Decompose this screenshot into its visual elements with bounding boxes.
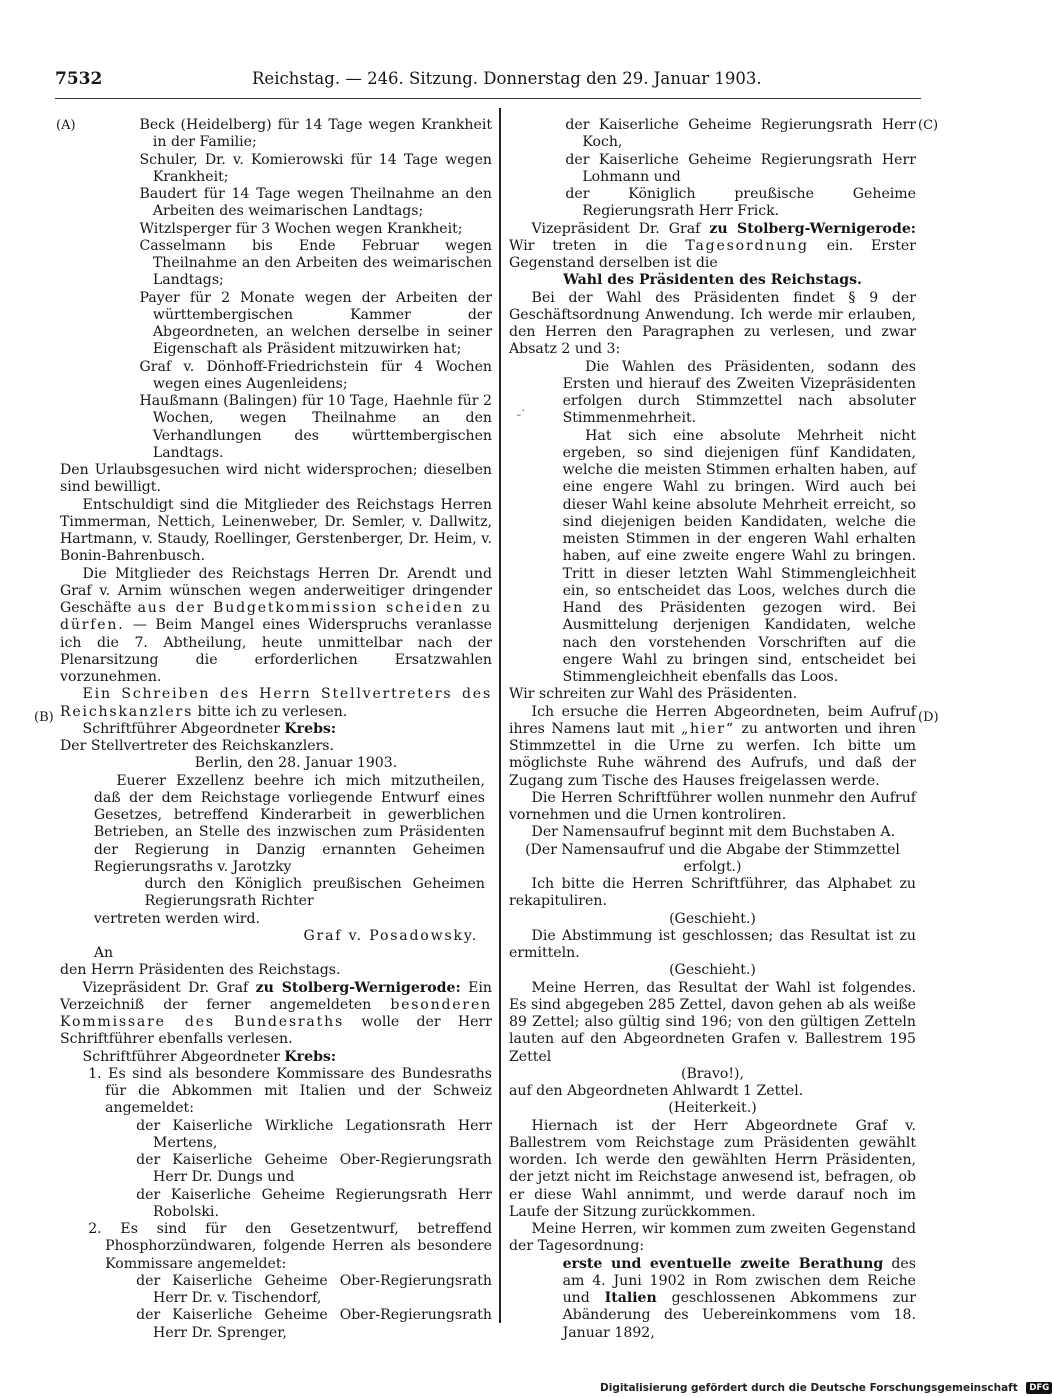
stage-direction: (Geschieht.): [669, 910, 756, 927]
paragraph: Die Herren Schriftführer wollen nunmehr den Aufruf vornehmen und die Urnen kontroliren.: [509, 789, 916, 823]
list-item: der Kaiserliche Geheime Regierungsrath Herr Robolski.: [136, 1186, 492, 1220]
speaker-line: Vizepräsident Dr. Graf zu Stolberg-Wernigerode: Wir treten in die Tagesordnung ein. Erster Gegenstand derselben ist die: [509, 220, 916, 271]
paragraph: Ein Schreiben des Herrn Stellvertreters des Reichskanzlers bitte ich zu verlesen.: [60, 686, 492, 720]
header-rule: [55, 98, 921, 99]
list-item: der Kaiserliche Wirkliche Legationsrath Herr Mertens,: [136, 1117, 492, 1151]
stage-direction: (Bravo!),: [680, 1065, 745, 1082]
leave-item: Schuler, Dr. v. Komierowski für 14 Tage wegen Krankheit;: [139, 151, 492, 185]
list-item: der Kaiserliche Geheime Ober-Regierungsrath Herr Dr. Sprenger,: [136, 1307, 492, 1341]
margin-marker-d: (D): [918, 710, 939, 725]
paragraph: auf den Abgeordneten Ahlwardt 1 Zettel.: [509, 1083, 804, 1099]
list-item: der Königlich preußische Geheime Regierungsrath Herr Frick.: [565, 186, 916, 220]
paragraph: Ich bitte die Herren Schriftführer, das Alphabet zu rekapituliren.: [509, 876, 916, 910]
paragraph: Entschuldigt sind die Mitglieder des Reichstags Herren Timmerman, Nettich, Leinenweber, Dr. Semler, v. Dallwitz, Hartmann, v. Staudy, Roellinger, Gerstenberger, Dr. Heim, v. Bonin-Bahrenbusch.: [60, 496, 492, 565]
footer-text: Digitalisierung gefördert durch die Deutsche Forschungsgemeinschaft: [600, 1382, 1018, 1394]
margin-marker-a: (A): [56, 118, 76, 133]
paragraph: Meine Herren, das Resultat der Wahl ist folgendes. Es sind abgegeben 285 Zettel, davon gehen ab als weiße 89 Zettel; also gültig sind 196; von den gültigen Zetteln lauten auf den Abgeordneten Grafen v. Ballestrem 195 Zettel: [509, 979, 916, 1065]
leave-item: Witzlsperger für 3 Wochen wegen Krankheit;: [139, 220, 463, 237]
list-item: der Kaiserliche Geheime Regierungsrath Herr Lohmann und: [565, 151, 916, 185]
margin-marker-b: (B): [34, 710, 54, 725]
agenda-heading: Wahl des Präsidenten des Reichstags.: [563, 272, 862, 289]
paragraph: Die Abstimmung ist geschlossen; das Resultat ist zu ermitteln.: [509, 927, 916, 961]
paragraph: Ich ersuche die Herren Abgeordneten, beim Aufruf ihres Namens laut mit „hier“ zu antworten und ihren Stimmzettel in die Urne zu werfen. Ich bitte um möglichste Ruhe während des Aufrufs, und daß der Zugang zum Tische des Hauses freigelassen werde.: [509, 703, 916, 789]
speaker-line: Vizepräsident Dr. Graf zu Stolberg-Wernigerode: Ein Verzeichniß der ferner angemeldeten besonderen Kommissare des Bundesraths wolle der Herr Schriftführer ebenfalls verlesen.: [60, 979, 493, 1048]
letter-addressee: An: [93, 945, 114, 961]
digitization-footer: [600, 1382, 1052, 1394]
letter-date: Berlin, den 28. Januar 1903.: [194, 755, 398, 772]
stage-direction: (Der Namensaufruf und die Abgabe der Stimmzettel erfolgt.): [525, 841, 900, 875]
letter-signature: Graf v. Posadowsky.: [303, 927, 478, 944]
margin-marker-c: (C): [918, 118, 939, 133]
leave-item: Graf v. Dönhoff-Friedrichstein für 4 Wochen wegen eines Augenleidens;: [139, 358, 492, 392]
leave-item: Beck (Heidelberg) für 14 Tage wegen Krankheit in der Familie;: [139, 117, 492, 151]
quoted-rule: Die Wahlen des Präsidenten, sodann des Ersten und hierauf des Zweiten Vizepräsidenten erfolgen durch Stimmzettel nach absoluter Stimmenmehrheit. Hat sich eine absolute Mehrheit nicht ergeben, so sind diejenigen fünf Kandidaten, welche die meisten Stimmen erhalten haben, auf eine engere Wahl zu bringen. Wird auch bei dieser Wahl keine absolute Mehrheit erreicht, so sind diejenigen beiden Kandidaten, welche die meisten Stimmen in der engeren Wahl erhalten haben, auf eine zweite engere Wahl zu bringen. Tritt in dieser letzten Wahl Stimmengleichheit ein, so entscheidet das Loos, welches durch die Hand des Präsidenten gezogen wird. Bei Ausmittelung derjenigen Kandidaten, welche nach den vorstehenden Vorschriften auf die engere Wahl zu bringen sind, entscheidet bei Stimmengleichheit ebenfalls das Loos.: [562, 358, 916, 685]
commissioner-list: 1. Es sind als besondere Kommissare des Bundesraths für die Abkommen mit Italien und der Schweiz angemeldet:: [88, 1065, 492, 1117]
leave-item: Baudert für 14 Tage wegen Theilnahme an den Arbeiten des weimarischen Landtags;: [139, 186, 492, 220]
paragraph: Der Namensaufruf beginnt mit dem Buchstaben A.: [531, 824, 896, 841]
speaker-name: zu Stolberg-Wernigerode:: [255, 979, 461, 996]
left-column: [60, 117, 492, 1342]
paragraph: Den Urlaubsgesuchen wird nicht widersprochen; dieselben sind bewilligt.: [60, 462, 492, 496]
paragraph: Wir schreiten zur Wahl des Präsidenten.: [509, 686, 798, 703]
speaker-name: Krebs:: [284, 720, 337, 737]
leave-item: Casselmann bis Ende Februar wegen Theilnahme an den Arbeiten des weimarischen Landtags;: [139, 237, 492, 289]
paragraph: Hiernach ist der Herr Abgeordnete Graf v. Ballestrem vom Reichstage zum Präsidenten gewählt worden. Ich werde den gewählten Herrn Präsidenten, der jetzt nicht im Reichstage anwesend ist, befragen, ob er diese Wahl annimmt, und werde darauf noch im Laufe der Sitzung zurückkommen.: [509, 1117, 916, 1220]
paragraph: Bei der Wahl des Präsidenten findet § 9 der Geschäftsordnung Anwendung. Ich werde mir erlauben, den Herren den Paragraphen zu verlesen, und zwar Absatz 2 und 3:: [509, 289, 916, 358]
running-header: [55, 67, 921, 93]
letter-body: Euerer Exzellenz beehre ich mich mitzutheilen, daß der dem Reichstage vorliegende Entwurf eines Gesetzes, betreffend Kinderarbeit in gewerblichen Betrieben, an Stelle des inzwischen zum Präsidenten der Regierung in Danzig ernannten Geheimen Regierungsraths v. Jarotzky durch den Königlich preußischen Geheimen Regierungsrath Richter vertreten werden wird.: [93, 772, 485, 927]
speaker-line: Schriftführer Abgeordneter Krebs:: [82, 720, 337, 737]
list-item: der Kaiserliche Geheime Regierungsrath Herr Koch,: [565, 117, 916, 151]
letter-addressee: den Herrn Präsidenten des Reichstags.: [60, 962, 341, 979]
leave-item: Payer für 2 Monate wegen der Arbeiten der württembergischen Kammer der Abgeordneten, an welchen derselbe in seiner Eigenschaft als Präsident mitzuwirken hat;: [139, 289, 492, 358]
speaker-line: Schriftführer Abgeordneter Krebs:: [82, 1048, 337, 1065]
speaker-name: Krebs:: [284, 1048, 337, 1065]
margin-tick: ˷·: [516, 404, 525, 417]
leave-list: [60, 117, 492, 462]
speaker-name: zu Stolberg-Wernigerode:: [709, 220, 916, 237]
list-item: der Kaiserliche Geheime Ober-Regierungsrath Herr Dr. Dungs und: [136, 1152, 492, 1186]
page-number: 7532: [55, 69, 103, 89]
column-divider: [499, 108, 501, 1323]
paragraph: Die Mitglieder des Reichstags Herren Dr. Arendt und Graf v. Arnim wünschen wegen anderweitiger dringender Geschäfte aus der Budgetkommission scheiden zu dürfen. — Beim Mangel eines Widerspruchs veranlasse ich die 7. Abtheilung, heute unmittelbar nach der Plenarsitzung die erforderlichen Ersatzwahlen vorzunehmen.: [60, 565, 492, 685]
right-column: [509, 117, 916, 1342]
dfg-logo: DFG: [1026, 1382, 1052, 1394]
commissioner-list: 2. Es sind für den Gesetzentwurf, betreffend Phosphorzündwaren, folgende Herren als besondere Kommissare angemeldet:: [88, 1221, 492, 1272]
stage-direction: (Geschieht.): [669, 962, 756, 979]
stage-direction: (Heiterkeit.): [668, 1100, 757, 1117]
agenda-item: erste und eventuelle zweite Berathung des am 4. Juni 1902 in Rom zwischen dem Reiche und Italien geschlossenen Abkommens zur Abänderung des Uebereinkommens vom 18. Januar 1892,: [562, 1255, 916, 1341]
leave-item: Haußmann (Balingen) für 10 Tage, Haehnle für 2 Wochen, wegen Theilnahme an den Verhandlungen des württembergischen Landtags.: [139, 393, 492, 461]
letter-sender: Der Stellvertreter des Reichskanzlers.: [60, 738, 335, 754]
paragraph: Meine Herren, wir kommen zum zweiten Gegenstand der Tagesordnung:: [509, 1221, 916, 1255]
list-item: der Kaiserliche Geheime Ober-Regierungsrath Herr Dr. v. Tischendorf,: [136, 1272, 492, 1306]
header-title: Reichstag. — 246. Sitzung. Donnerstag den 29. Januar 1903.: [252, 69, 762, 88]
